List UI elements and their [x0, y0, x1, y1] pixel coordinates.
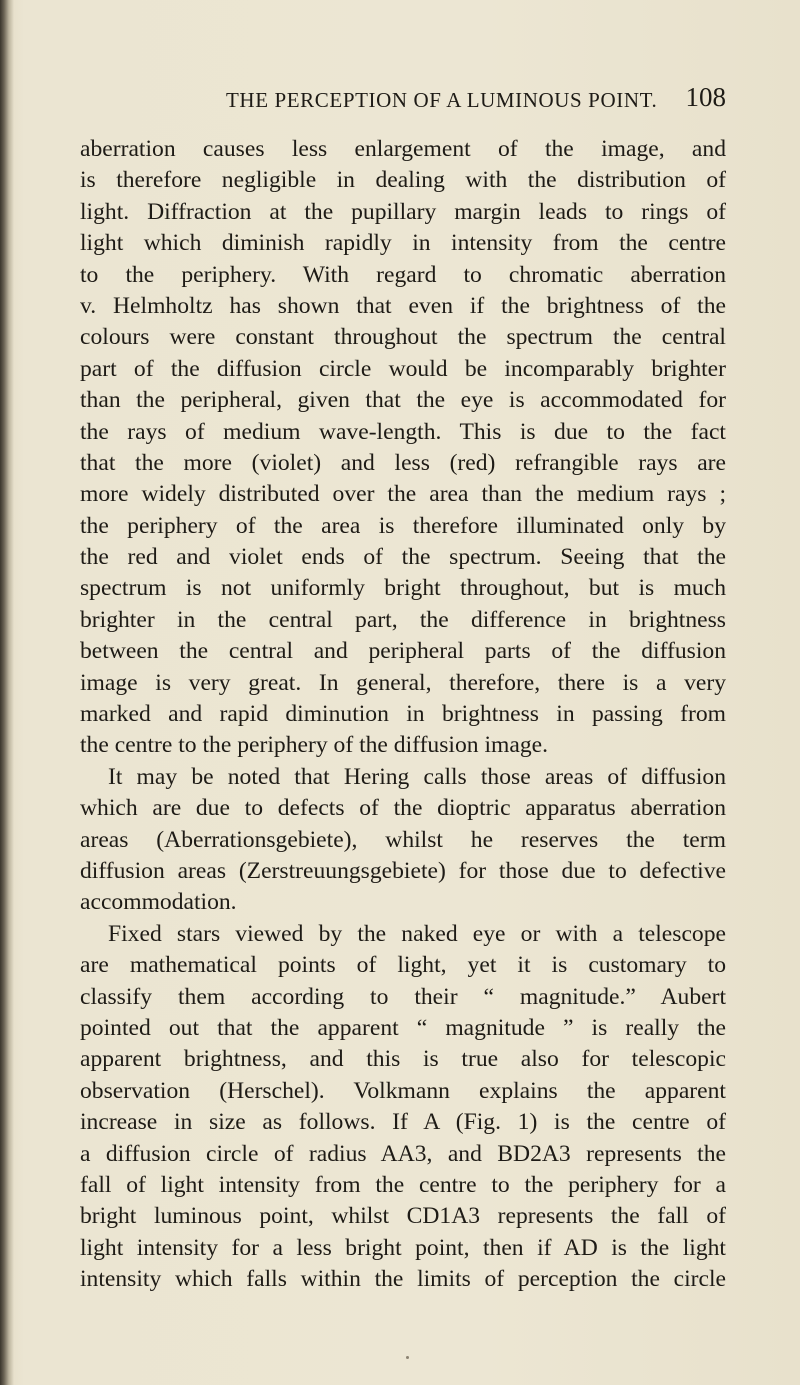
- text-line: part of the diffusion circle would be incomparably brighter: [80, 355, 726, 382]
- text-line: intensity which falls within the limits of perception the circle: [80, 1266, 726, 1293]
- binding-shadow: [0, 0, 14, 1385]
- text-line: apparent brightness, and this is true also for telescopic: [80, 1046, 726, 1073]
- text-line: light. Diffraction at the pupillary margin leads to rings of: [80, 198, 726, 225]
- paper-speck: [406, 1356, 409, 1359]
- running-header: [80, 82, 726, 116]
- text-line: are mathematical points of light, yet it is customary to: [80, 952, 726, 979]
- text-line: classify them according to their “ magnitude.” Aubert: [80, 983, 726, 1010]
- text-line: the red and violet ends of the spectrum. Seeing that the: [80, 544, 726, 571]
- text-line: more widely distributed over the area than the medium rays ;: [80, 481, 726, 508]
- text-line: the centre to the periphery of the diffusion image.: [80, 732, 549, 759]
- text-line: areas (Aberrationsgebiete), whilst he reserves the term: [80, 826, 726, 853]
- text-line: colours were constant throughout the spectrum the central: [80, 324, 726, 351]
- running-title: THE PERCEPTION OF A LUMINOUS POINT.: [226, 88, 658, 112]
- text-line: Fixed stars viewed by the naked eye or with a telescope: [108, 920, 726, 947]
- text-line: a diffusion circle of radius AA3, and BD2A3 represents the: [80, 1140, 726, 1167]
- text-line: that the more (violet) and less (red) refrangible rays are: [80, 449, 726, 476]
- text-line: observation (Herschel). Volkmann explains the apparent: [80, 1077, 726, 1104]
- body-text: [80, 134, 726, 1295]
- text-line: It may be noted that Hering calls those areas of diffusion: [108, 763, 726, 790]
- text-line: brighter in the central part, the difference in brightness: [80, 606, 726, 633]
- text-line: to the periphery. With regard to chromatic aberration: [80, 261, 726, 288]
- text-line: v. Helmholtz has shown that even if the brightness of the: [80, 292, 726, 319]
- text-line: light intensity for a less bright point, then if AD is the light: [80, 1234, 726, 1261]
- text-line: the periphery of the area is therefore illuminated only by: [80, 512, 726, 539]
- page-number: 108: [685, 82, 726, 112]
- text-line: increase in size as follows. If A (Fig. 1) is the centre of: [80, 1109, 726, 1136]
- text-line: marked and rapid diminution in brightness in passing from: [80, 701, 726, 728]
- text-line: which are due to defects of the dioptric apparatus aberration: [80, 795, 726, 822]
- text-line: than the peripheral, given that the eye is accommodated for: [80, 387, 726, 414]
- text-line: is therefore negligible in dealing with the distribution of: [80, 167, 726, 194]
- text-line: spectrum is not uniformly bright throughout, but is much: [80, 575, 726, 602]
- text-line: between the central and peripheral parts of the diffusion: [80, 638, 726, 665]
- text-line: light which diminish rapidly in intensity from the centre: [80, 230, 726, 257]
- text-line: fall of light intensity from the centre to the periphery for a: [80, 1171, 726, 1198]
- text-line: diffusion areas (Zerstreuungsgebiete) for those due to defective: [80, 857, 726, 884]
- text-line: the rays of medium wave-length. This is due to the fact: [80, 418, 726, 445]
- text-line: pointed out that the apparent “ magnitude ” is really the: [80, 1014, 726, 1041]
- text-line: image is very great. In general, therefore, there is a very: [80, 669, 726, 696]
- text-line: bright luminous point, whilst CD1A3 represents the fall of: [80, 1203, 726, 1230]
- text-line: accommodation.: [80, 889, 237, 916]
- text-line: aberration causes less enlargement of the image, and: [80, 136, 726, 162]
